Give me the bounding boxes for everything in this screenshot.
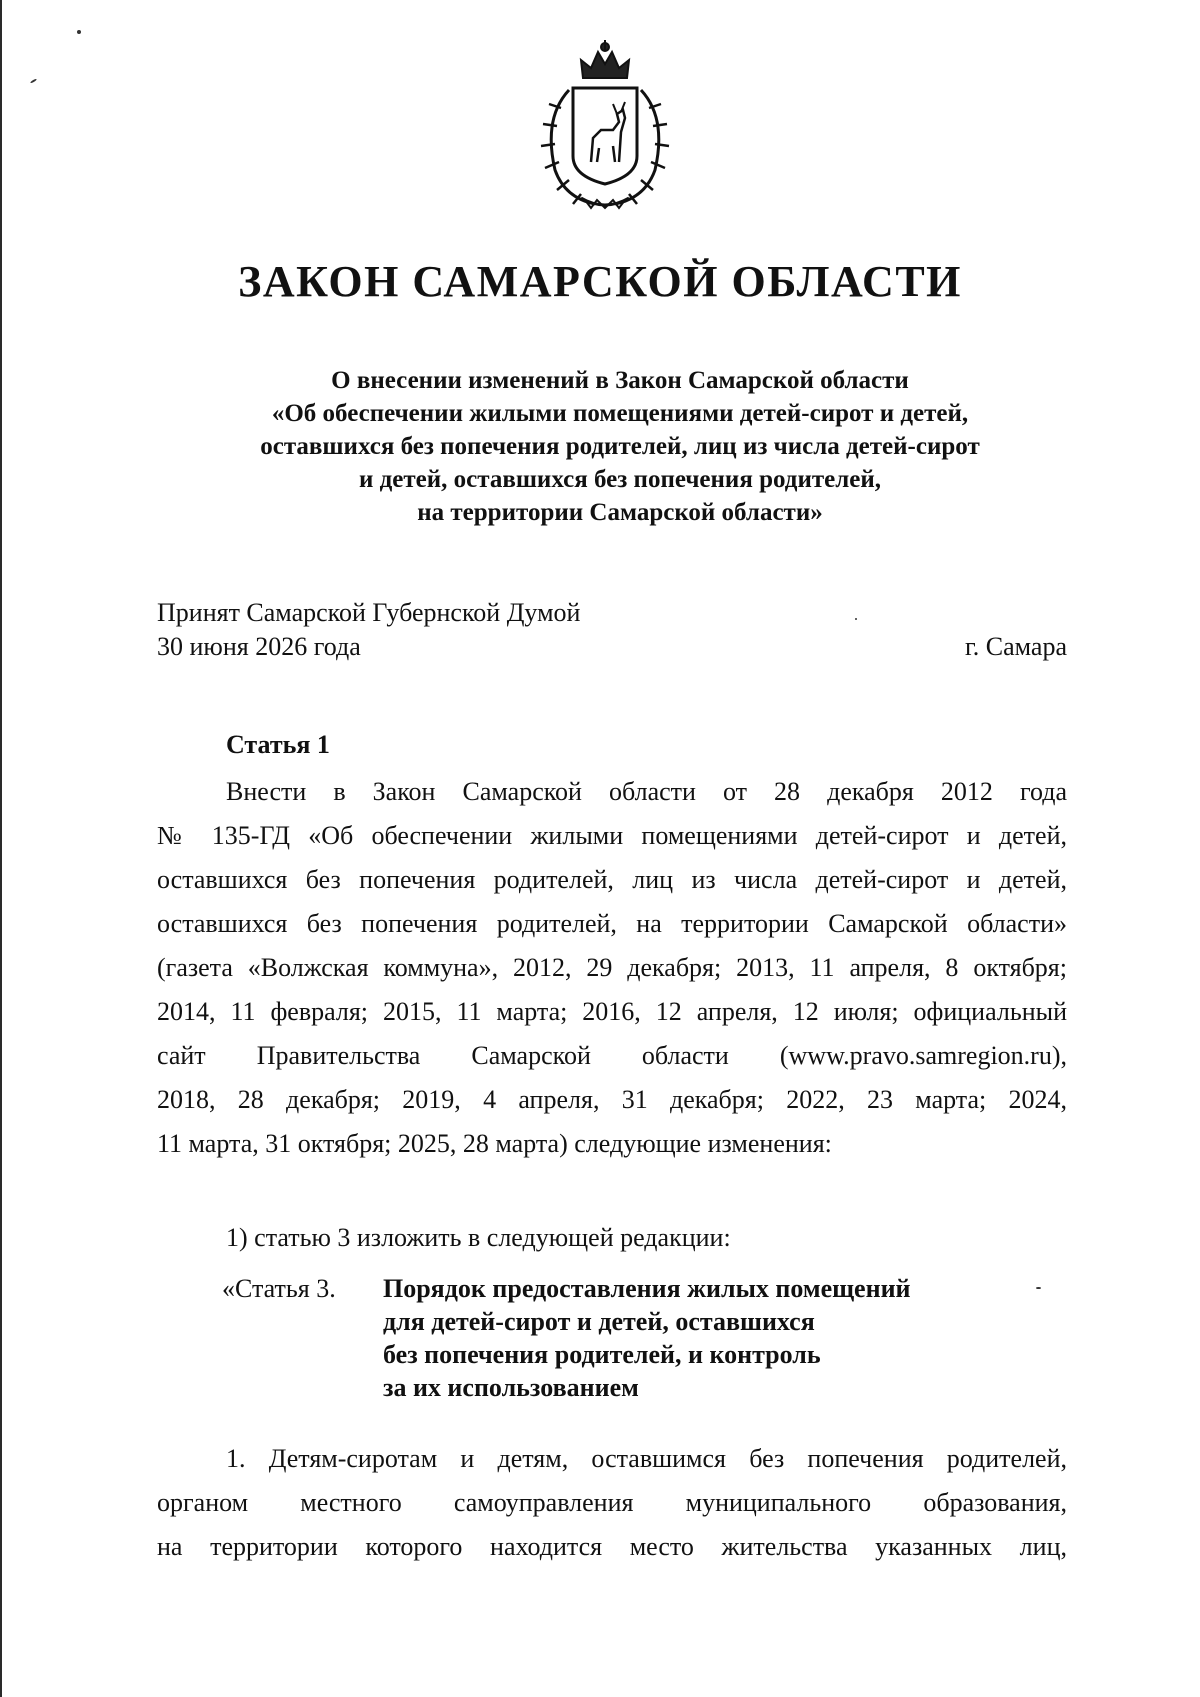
law-subtitle [150,364,1090,529]
subtitle-line: оставшихся без попечения родителей, лиц из числа детей-сирот [260,433,980,460]
subtitle-line: «Об обеспечении жилыми помещениями детей-сирот и детей, [271,400,969,427]
scan-speck [30,78,37,83]
body-line: на территории которого находится место жительства указанных лиц, [157,1532,1067,1561]
body-line: сайт Правительства Самарской области (www.pravo.samregion.ru), [157,1041,1067,1070]
amendment-item-1: 1) статью 3 изложить в следующей редакции: [226,1223,731,1252]
body-line: органом местного самоуправления муниципального образования, [157,1488,1067,1517]
body-line: 1. Детям-сиротам и детям, оставшимся без попечения родителей, [226,1444,1067,1473]
scan-page-edge [0,0,2,1697]
body-line: Внести в Закон Самарской области от 28 декабря 2012 года [226,777,1067,806]
scan-speck [1036,1287,1041,1289]
body-line: оставшихся без попечения родителей, лиц из числа детей-сирот и детей, [157,865,1067,894]
adoption-info [157,596,580,664]
body-line: 11 марта, 31 октября; 2025, 28 марта) следующие изменения: [157,1129,832,1158]
article-3-title-line: Порядок предоставления жилых помещений [383,1274,911,1303]
law-title: ЗАКОН САМАРСКОЙ ОБЛАСТИ [238,257,962,306]
article-3-title [383,1272,911,1404]
article-1-heading: Статья 1 [226,730,330,759]
adopted-by: Принят Самарской Губернской Думой [157,598,581,627]
body-line: № 135-ГД «Об обеспечении жилыми помещениями детей-сирот и детей, [157,821,1067,850]
coat-of-arms-emblem [525,38,685,213]
body-line: оставшихся без попечения родителей, на территории Самарской области» [157,909,1067,938]
subtitle-line: О внесении изменений в Закон Самарской области [331,367,909,394]
article-3-title-line: за их использованием [383,1373,639,1402]
body-line: (газета «Волжская коммуна», 2012, 29 декабря; 2013, 11 апреля, 8 октября; [157,953,1067,982]
scan-speck [855,618,857,620]
article-1-body [157,770,1067,1166]
body-line: 2014, 11 февраля; 2015, 11 марта; 2016, 12 апреля, 12 июля; официальный [157,997,1067,1026]
scan-speck [77,30,81,34]
city: г. Самара [965,632,1067,661]
subtitle-line: на территории Самарской области» [417,499,823,526]
adopted-date: 30 июня 2026 года [157,632,361,661]
article-3-title-line: без попечения родителей, и контроль [383,1340,821,1369]
body-line: 2018, 28 декабря; 2019, 4 апреля, 31 декабря; 2022, 23 марта; 2024, [157,1085,1067,1114]
article-3-title-line: для детей-сирот и детей, оставшихся [383,1307,815,1336]
article-3-paragraph-1 [157,1437,1067,1569]
article-3-label: «Статья 3. [222,1274,336,1303]
subtitle-line: и детей, оставшихся без попечения родителей, [358,466,882,493]
